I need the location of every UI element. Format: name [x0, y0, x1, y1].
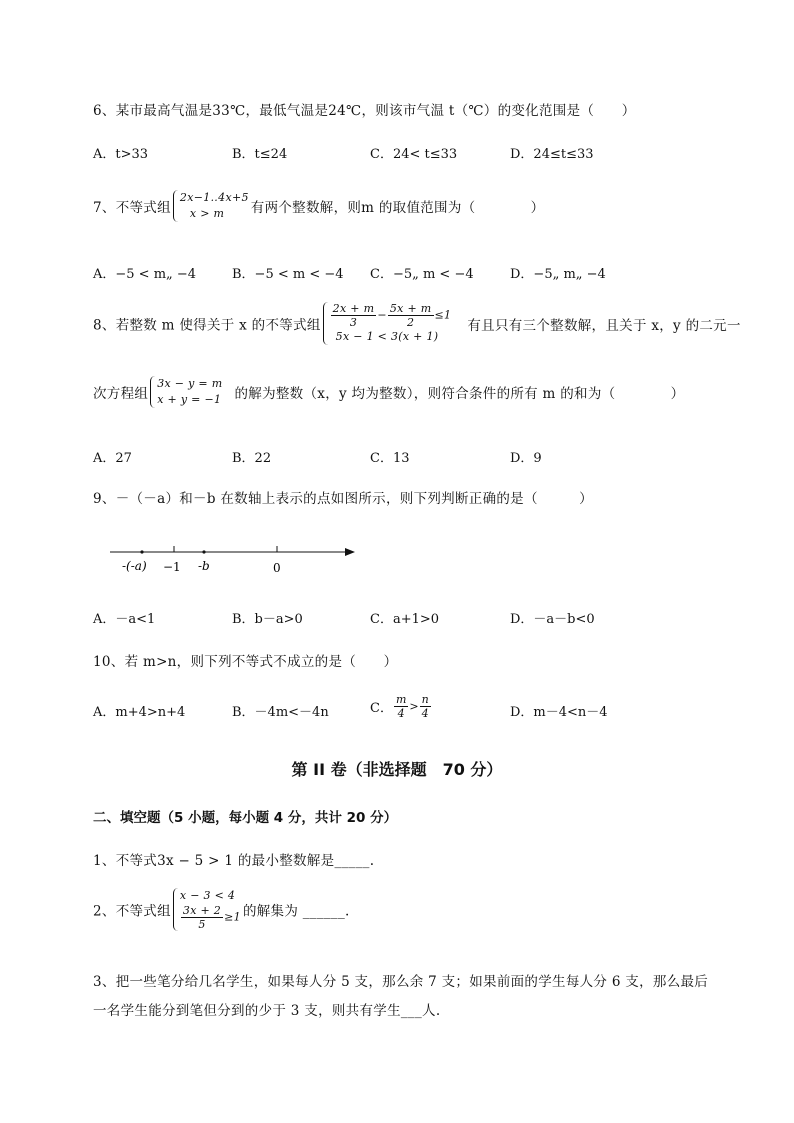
system-line-1: 2x−1‥4x+5 [179, 191, 249, 204]
question-8-suffix: 有且只有三个整数解，且关于 x，y 的二元一 [467, 317, 741, 334]
section-2-heading: 二、填空题（5 小题，每小题 4 分，共计 20 分） [93, 810, 398, 826]
question-6-option-c: C．24< t≤33 [370, 147, 458, 162]
point-neg-neg-a [140, 550, 143, 553]
question-8-option-a: A．27 [93, 451, 132, 466]
label-neg-b: -b [198, 559, 210, 573]
fraction: $\frac{2x + m}{3}$ [332, 302, 375, 329]
question-7-inequality-system [173, 190, 249, 222]
question-10-option-a: A．m+4>n+4 [93, 705, 186, 720]
question-8-option-c: C．13 [370, 451, 410, 466]
label-zero: 0 [273, 561, 281, 575]
number-line-figure [105, 540, 365, 582]
question-7-option-a: A．−5 < m„ −4 [93, 267, 197, 282]
question-6-stem: 6、某市最高气温是33℃，最低气温是24℃，则该市气温 t（℃）的变化范围是（ ） [93, 103, 636, 119]
question-7-suffix: 有两个整数解，则m 的取值范围为（ ） [250, 200, 545, 216]
question-10-option-d: D．m－4<n－4 [510, 705, 608, 720]
question-10-option-c: C． $\frac{m}{4}$ > $\frac{n}{4}$ [370, 693, 429, 720]
question-6-option-b: B．t≤24 [232, 147, 288, 162]
fill-question-3-line-1: 3、把一些笔分给几名学生，如果每人分 5 支，那么余 7 支；如果前面的学生每人分 6 支，那么最后 [93, 974, 709, 990]
system-line-2: 5x − 1 < 3(x + 1) [335, 330, 439, 343]
fraction: $\frac{3x + 2}{5}$ [182, 904, 222, 931]
arrow-head-icon [345, 548, 355, 556]
fraction: $\frac{n}{4}$ [421, 693, 429, 720]
question-7-option-c: C．−5„ m < −4 [370, 267, 474, 282]
question-9-option-d: D．－a－b<0 [510, 612, 595, 627]
label-neg-neg-a: -(-a) [122, 559, 147, 573]
question-7-option-d: D．−5„ m„ −4 [510, 267, 606, 282]
question-9-option-a: A．－a<1 [93, 612, 156, 627]
question-7-prefix: 7、不等式组 [93, 200, 171, 216]
question-6-option-d: D．24≤t≤33 [510, 147, 594, 162]
question-6-option-a: A．t>33 [93, 147, 149, 162]
label-neg-one: −1 [163, 560, 181, 574]
question-8-equation-system: 3x − y = m x + y = −1 [150, 376, 222, 408]
question-10-option-b: B．－4m<－4n [232, 705, 329, 720]
question-7-option-b: B．−5 < m < −4 [232, 267, 344, 282]
part-2-title: 第 II 卷（非选择题 70 分） [291, 760, 503, 779]
fraction: $\frac{m}{4}$ [395, 693, 407, 720]
system-line-2: x > m [189, 207, 225, 220]
question-8-option-d: D．9 [510, 451, 542, 466]
question-8-option-b: B．22 [232, 451, 272, 466]
question-9-option-c: C．a+1>0 [370, 612, 440, 627]
fill-2-inequality-system: x − 3 < 4 $\frac{3x + 2}{5}$ ≥1 [173, 888, 241, 931]
fill-question-2: 2、不等式组 x − 3 < 4 $\frac{3x + 2}{5}$ ≥1 的解集为 ______. [93, 889, 350, 931]
fill-question-1: 1、不等式3x − 5 > 1 的最小整数解是_____. [93, 853, 375, 869]
question-9-option-b: B．b－a>0 [232, 612, 303, 627]
fill-question-3-line-2: 一名学生能分到笔但分到的少于 3 支，则共有学生___人. [93, 1003, 441, 1019]
fraction: $\frac{5x + m}{2}$ [389, 302, 432, 329]
question-9-stem: 9、－（－a）和－b 在数轴上表示的点如图所示，则下列判断正确的是（ ） [93, 491, 593, 507]
point-neg-b [202, 550, 205, 553]
question-8-line-2: 次方程组 3x − y = m x + y = −1 的解为整数（x，y 均为整数），则符合条件的所有 m 的和为（ ） [93, 377, 685, 406]
question-8-stem [93, 302, 741, 345]
question-8-prefix: 8、若整数 m 使得关于 x 的不等式组 [93, 317, 321, 334]
question-7-stem [93, 190, 544, 222]
question-10-stem: 10、若 m>n，则下列不等式不成立的是（ ） [93, 654, 398, 670]
question-8-inequality-system: $\frac{2x + m}{3}$ − $\frac{5x + m}{2}$ ≤1 5x − 1 < 3(x + 1) [323, 302, 452, 345]
